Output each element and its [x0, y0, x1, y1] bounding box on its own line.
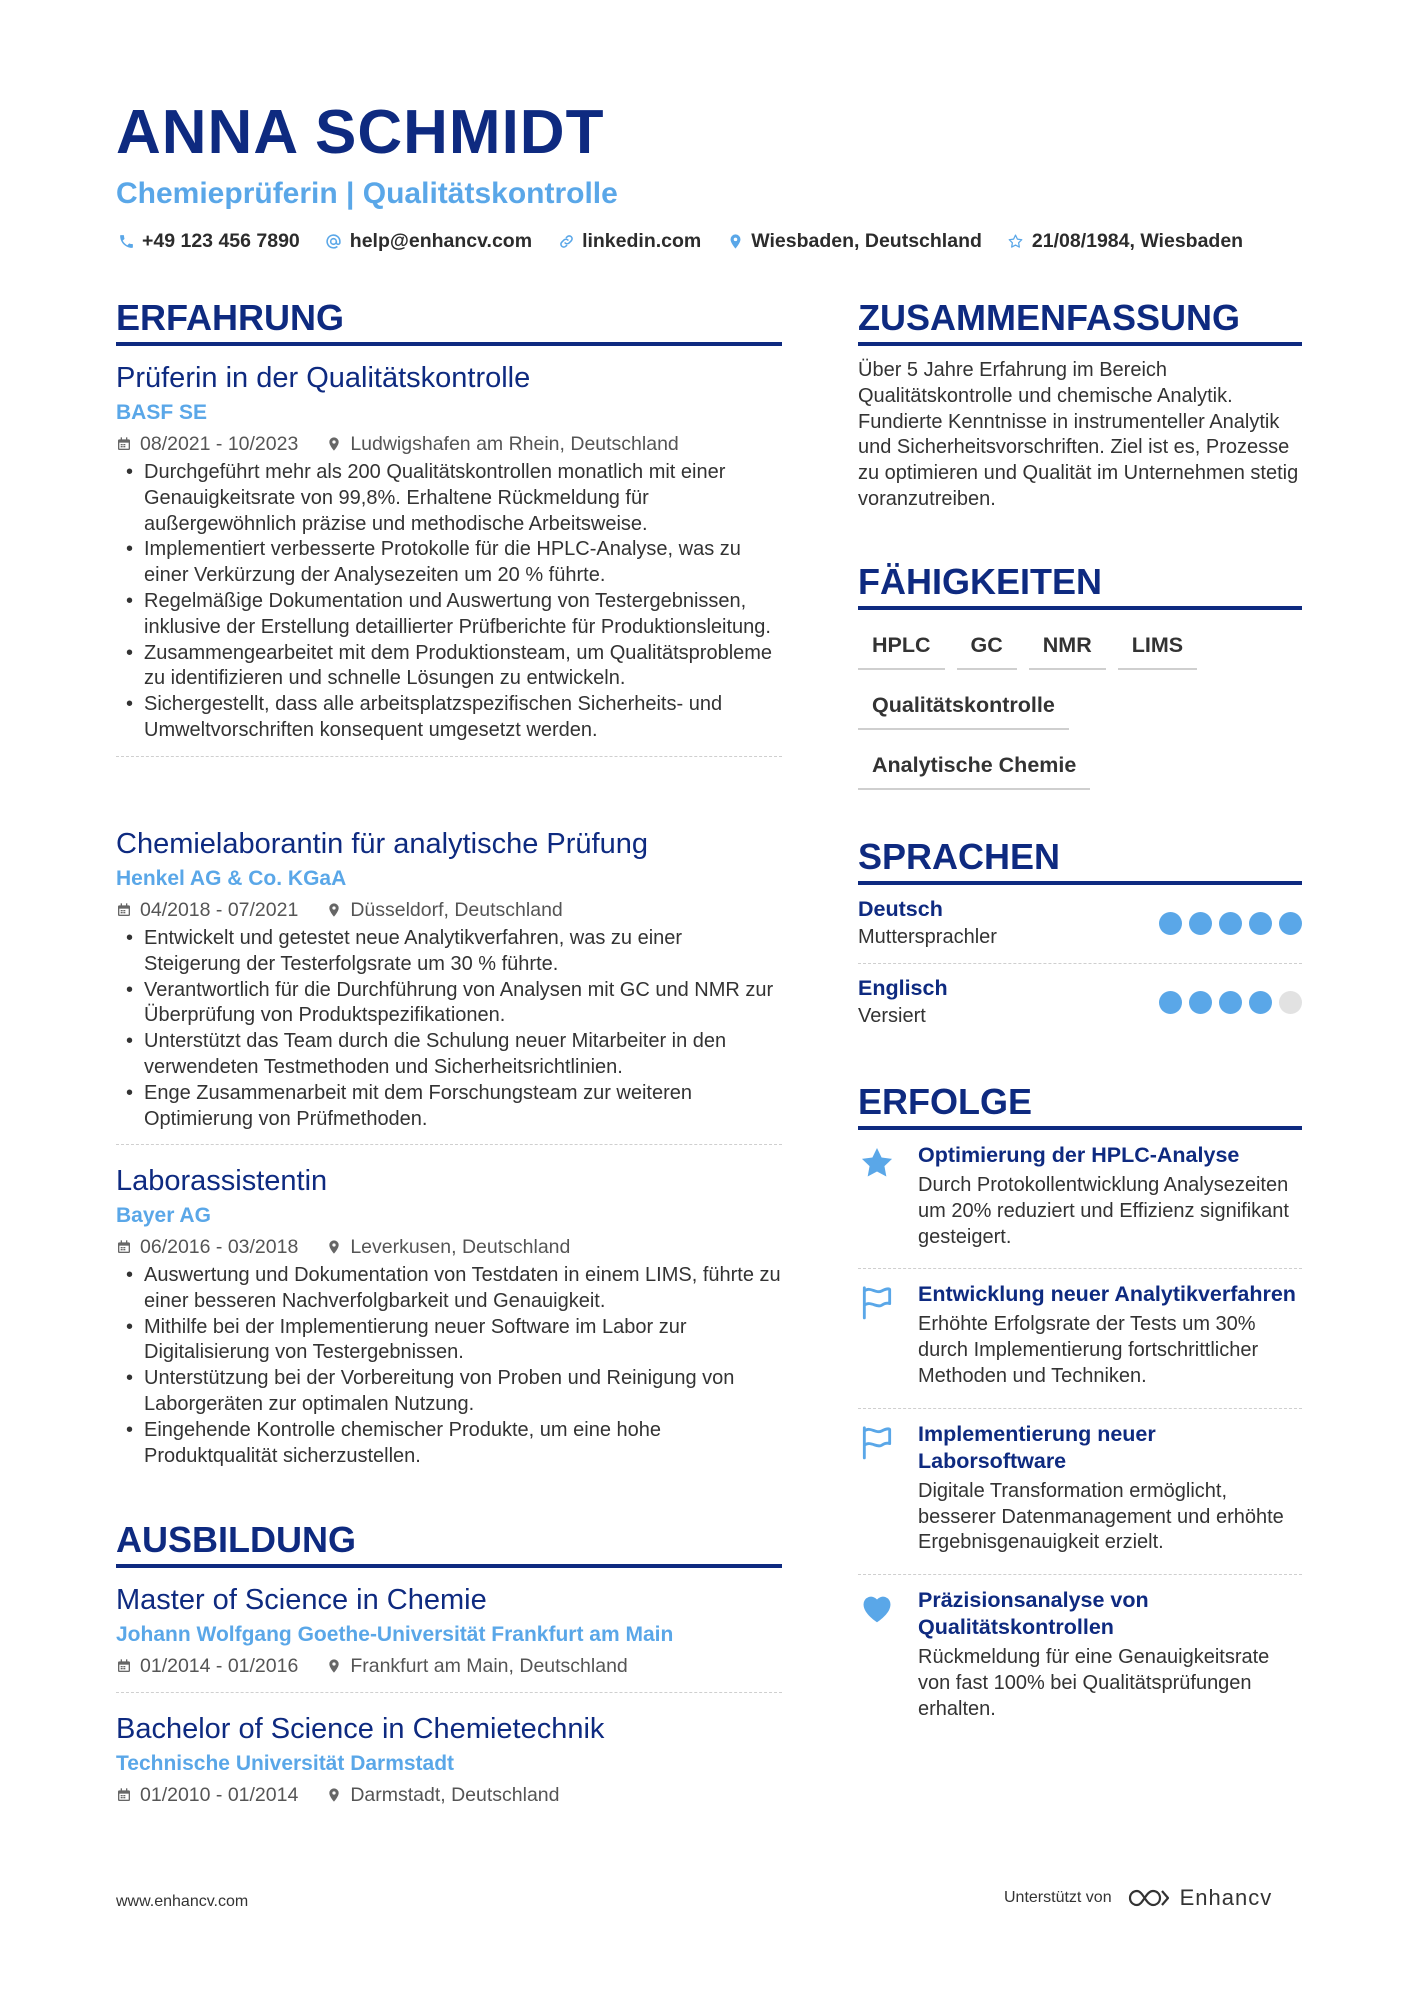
skills-list: [858, 624, 1302, 804]
languages-section: [858, 835, 1302, 1042]
star-icon: [858, 1144, 896, 1182]
list-item: • Mithilfe bei der Implementierung neuer Software im Labor zur Digitalisierung von Testergebnissen.: [116, 1315, 782, 1367]
calendar-icon: [116, 1787, 132, 1803]
job-bullets: [116, 460, 782, 744]
calendar-icon: [116, 1239, 132, 1255]
language-level: Muttersprachler: [858, 926, 997, 948]
rating-dot-filled: [1159, 991, 1182, 1014]
language-item: [858, 964, 1302, 1042]
job-entry: [116, 826, 782, 1145]
job-entry: [116, 1163, 782, 1469]
contact-birth: [1006, 230, 1243, 253]
contact-location: [725, 230, 982, 253]
divider: [116, 1692, 782, 1693]
phone-text: +49 123 456 7890: [142, 230, 300, 252]
achievement-title: Entwicklung neuer Analytikverfahren: [918, 1282, 1296, 1307]
education-location: Darmstadt, Deutschland: [326, 1781, 559, 1809]
summary-heading: ZUSAMMENFASSUNG: [858, 296, 1302, 346]
achievement-title: Implementierung neuer Laborsoftware: [918, 1421, 1156, 1473]
location-pin-icon: [326, 902, 342, 918]
language-item: [858, 885, 1302, 964]
rating-dot-filled: [1249, 912, 1272, 935]
divider: [116, 756, 782, 757]
achievement-text: Rückmeldung für eine Genauigkeitsrate von fast 100% bei Qualitätsprüfungen erhalten.: [918, 1646, 1270, 1720]
list-item: • Unterstützung bei der Vorbereitung von Proben und Reinigung von Laborgeräten zur optimalen Nutzung.: [116, 1366, 782, 1418]
rating-dot-filled: [1219, 991, 1242, 1014]
skill-tag: Qualitätskontrolle: [858, 684, 1069, 730]
list-item: • Verantwortlich für die Durchführung von Analysen mit GC und NMR zur Überprüfung von Produktspezifikationen.: [116, 978, 782, 1030]
job-location: Düsseldorf, Deutschland: [326, 896, 562, 924]
education-dates: 01/2014 - 01/2016: [116, 1652, 298, 1680]
skills-section: [858, 560, 1302, 804]
calendar-icon: [116, 902, 132, 918]
list-item: • Zusammengearbeitet mit dem Produktionsteam, um Qualitätsprobleme zu identifizieren und schnelle Lösungen zu entwickeln.: [116, 641, 782, 693]
languages-heading: SPRACHEN: [858, 835, 1302, 885]
location-pin-icon: [326, 1787, 342, 1803]
list-item: • Implementiert verbesserte Protokolle für die HPLC-Analyse, was zu einer Verkürzung der Analysezeiten um 20 % führte.: [116, 537, 782, 589]
flag-icon: [858, 1423, 896, 1461]
job-dates: 04/2018 - 07/2021: [116, 896, 298, 924]
achievement-title: Präzisionsanalyse von Qualitätskontrollen: [918, 1588, 1149, 1640]
at-icon: [324, 232, 344, 252]
summary-section: [858, 296, 1302, 513]
job-company: Henkel AG & Co. KGaA: [116, 867, 347, 890]
job-bullets: [116, 926, 782, 1132]
list-item: • Regelmäßige Dokumentation und Auswertung von Testergebnissen, inklusive der Erstellung detaillierter Prüfberichte für Produktionsleitung.: [116, 589, 782, 641]
skills-heading: FÄHIGKEITEN: [858, 560, 1302, 610]
education-meta: [116, 1781, 782, 1809]
job-dates: 06/2016 - 03/2018: [116, 1233, 298, 1261]
job-location: Leverkusen, Deutschland: [326, 1233, 570, 1261]
skill-tag: NMR: [1029, 624, 1106, 670]
achievement-item: [858, 1130, 1302, 1269]
education-meta: [116, 1652, 782, 1680]
list-item: • Entwickelt und getestet neue Analytikverfahren, was zu einer Steigerung der Testerfolgsrate um 30 % führte.: [116, 926, 782, 978]
candidate-name: ANNA SCHMIDT: [116, 98, 605, 167]
language-name: Englisch: [858, 976, 948, 1000]
list-item: • Durchgeführt mehr als 200 Qualitätskontrollen monatlich mit einer Genauigkeitsrate von 99,8%. Erhaltene Rückmeldung für außergewöhnlich präzise und methodische Arbeitsweise.: [116, 460, 782, 537]
enhancv-logo-icon: [1126, 1886, 1172, 1910]
job-title: Laborassistentin: [116, 1165, 328, 1197]
language-rating: [1152, 991, 1302, 1014]
job-dates: 08/2021 - 10/2023: [116, 430, 298, 458]
job-location: Ludwigshafen am Rhein, Deutschland: [326, 430, 678, 458]
phone-icon: [116, 232, 136, 252]
linkedin-text: linkedin.com: [582, 230, 702, 252]
rating-dot-filled: [1189, 912, 1212, 935]
list-item: • Unterstützt das Team durch die Schulung neuer Mitarbeiter in den verwendeten Testmethoden und Sicherheitsrichtlinien.: [116, 1029, 782, 1081]
rating-dot-filled: [1249, 991, 1272, 1014]
rating-dot-filled: [1159, 912, 1182, 935]
flag-icon: [858, 1283, 896, 1321]
location-pin-icon: [326, 1658, 342, 1674]
language-rating: [1152, 912, 1302, 935]
school-name: Technische Universität Darmstadt: [116, 1752, 455, 1775]
rating-dot-filled: [1219, 912, 1242, 935]
list-item: • Enge Zusammenarbeit mit dem Forschungsteam zur weiteren Optimierung von Prüfmethoden.: [116, 1081, 782, 1133]
skill-tag: GC: [957, 624, 1017, 670]
experience-heading: ERFAHRUNG: [116, 296, 782, 346]
job-title: Prüferin in der Qualitätskontrolle: [116, 362, 531, 394]
skill-tag: Analytische Chemie: [858, 744, 1090, 790]
job-meta: [116, 430, 782, 458]
birth-text: 21/08/1984, Wiesbaden: [1031, 230, 1244, 252]
job-title: Chemielaborantin für analytische Prüfung: [116, 828, 648, 860]
contact-phone: [116, 230, 300, 253]
star-outline-icon: [1006, 232, 1026, 252]
brand-name: Enhancv: [1179, 1885, 1273, 1910]
link-icon: [556, 232, 576, 252]
education-location: Frankfurt am Main, Deutschland: [326, 1652, 627, 1680]
heart-icon: [858, 1589, 896, 1627]
education-section: [116, 1518, 782, 1568]
achievement-text: Erhöhte Erfolgsrate der Tests um 30% durch Implementierung fortschrittlicher Methoden und Techniken.: [918, 1313, 1259, 1387]
calendar-icon: [116, 436, 132, 452]
calendar-icon: [116, 1658, 132, 1674]
footer-branding: [1004, 1885, 1272, 1911]
footer-website[interactable]: www.enhancv.com: [116, 1893, 249, 1910]
location-pin-icon: [725, 232, 745, 252]
job-company: Bayer AG: [116, 1204, 211, 1227]
school-name: Johann Wolfgang Goethe-Universität Frankfurt am Main: [116, 1623, 674, 1646]
achievement-text: Durch Protokollentwicklung Analysezeiten um 20% reduziert und Effizienz signifikant gesteigert.: [918, 1174, 1289, 1248]
language-name: Deutsch: [858, 897, 943, 921]
achievements-heading: ERFOLGE: [858, 1080, 1302, 1130]
list-item: • Eingehende Kontrolle chemischer Produkte, um eine hohe Produktqualität sicherzustellen.: [116, 1418, 782, 1470]
achievement-text: Digitale Transformation ermöglicht, besserer Datenmanagement und erhöhte Ergebnisgenauigkeit erzielt.: [918, 1479, 1284, 1554]
rating-dot-filled: [1189, 991, 1212, 1014]
divider: [116, 1144, 782, 1145]
experience-section: [116, 296, 782, 346]
achievement-item: [858, 1409, 1302, 1575]
education-heading: AUSBILDUNG: [116, 1518, 782, 1568]
skill-tag: HPLC: [858, 624, 945, 670]
job-bullets: [116, 1263, 782, 1469]
contact-bar: [116, 230, 1267, 253]
achievement-item: [858, 1575, 1302, 1740]
job-company: BASF SE: [116, 401, 208, 424]
achievement-title: Optimierung der HPLC-Analyse: [918, 1143, 1240, 1167]
location-pin-icon: [326, 1239, 342, 1255]
degree-title: Bachelor of Science in Chemietechnik: [116, 1713, 605, 1745]
language-level: Versiert: [858, 1005, 926, 1027]
rating-dot-empty: [1279, 991, 1302, 1014]
email-text: help@enhancv.com: [349, 230, 533, 252]
location-pin-icon: [326, 436, 342, 452]
achievements-section: [858, 1080, 1302, 1741]
powered-by-text: Unterstützt von: [1004, 1889, 1112, 1906]
rating-dot-filled: [1279, 912, 1302, 935]
contact-email[interactable]: [324, 230, 532, 253]
job-meta: [116, 1233, 782, 1261]
achievement-item: [858, 1269, 1302, 1408]
education-entry: [116, 1582, 782, 1693]
job-entry: [116, 360, 782, 757]
list-item: • Auswertung und Dokumentation von Testdaten in einem LIMS, führte zu einer besseren Nachverfolgbarkeit und Genauigkeit.: [116, 1263, 782, 1315]
summary-text: Über 5 Jahre Erfahrung im Bereich Qualitätskontrolle und chemische Analytik. Fundierte Kenntnisse in instrumenteller Analytik und Sicherheitsvorschriften. Ziel ist es, Prozesse zu optimieren und Qualität im Unternehmen stetig voranzutreiben.: [858, 359, 1299, 510]
location-text: Wiesbaden, Deutschland: [751, 230, 982, 252]
contact-linkedin[interactable]: [556, 230, 701, 253]
candidate-title: Chemieprüferin | Qualitätskontrolle: [116, 177, 618, 210]
list-item: • Sichergestellt, dass alle arbeitsplatzspezifischen Sicherheits- und Umweltvorschriften konsequent umgesetzt werden.: [116, 692, 782, 744]
education-entry: [116, 1711, 782, 1809]
education-dates: 01/2010 - 01/2014: [116, 1781, 298, 1809]
skill-tag: LIMS: [1118, 624, 1197, 670]
degree-title: Master of Science in Chemie: [116, 1584, 487, 1616]
job-meta: [116, 896, 782, 924]
